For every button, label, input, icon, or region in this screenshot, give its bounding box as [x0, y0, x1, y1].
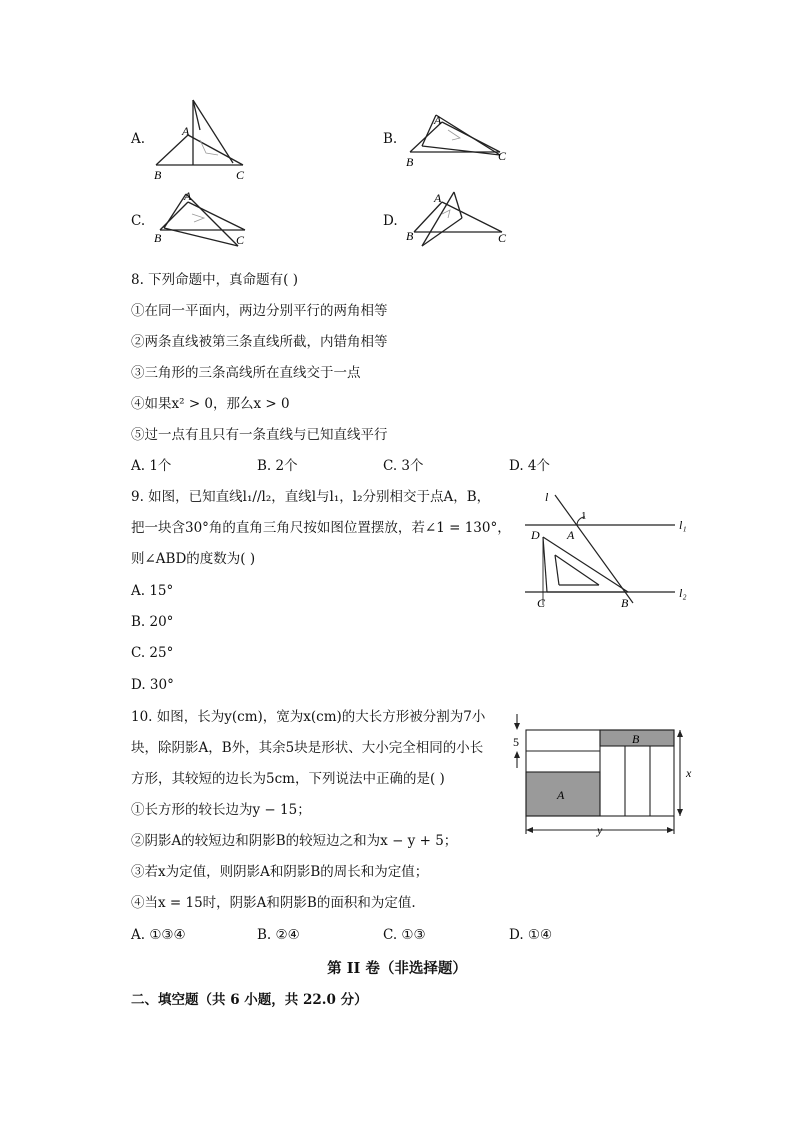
part2-title: 第 II 卷（非选择题）: [327, 960, 467, 977]
q7-option-a-figure: [148, 95, 278, 185]
q9-option-d: D. 30°: [131, 677, 174, 693]
q9-label-l1: l₁: [679, 518, 687, 532]
q10-label-b: B: [632, 732, 640, 746]
q8-statement-1: ①在同一平面内，两边分别平行的两角相等: [131, 303, 388, 319]
q10-statement-1: ①长方形的较长边为y − 15；: [131, 802, 311, 818]
q9-label-d: D: [531, 528, 540, 542]
q8-statement-3: ③三角形的三条高线所在直线交于一点: [131, 365, 361, 381]
q7c-label-b: B: [154, 231, 162, 245]
q7a-label-c: C: [236, 168, 245, 182]
q7c-label-a: A: [184, 189, 192, 203]
q9-label-c: C: [537, 596, 546, 610]
q10-statement-3: ③若x为定值，则阴影A和阴影B的周长和为定值；: [131, 864, 429, 880]
q7d-label-c: C: [498, 231, 507, 245]
q7d-label-b: B: [406, 229, 414, 243]
q7b-label-a: A: [434, 113, 442, 127]
q8-stem: 8. 下列命题中，真命题有( ): [131, 272, 298, 288]
q9-label-l: l: [545, 490, 549, 504]
q7-option-b-figure: [400, 110, 520, 170]
q10-label-5: 5: [513, 735, 519, 749]
q10-figure: [505, 708, 705, 843]
q7-option-d-letter: D.: [383, 213, 398, 229]
q10-option-b: B. ②④: [257, 927, 300, 943]
q10-line-2: 块，除阴影A，B外，其余5块是形状、大小完全相同的小长: [131, 740, 484, 756]
q9-label-a: A: [567, 528, 575, 542]
q8-statement-2: ②两条直线被第三条直线所截，内错角相等: [131, 334, 388, 350]
q7-option-c-letter: C.: [131, 213, 146, 229]
q7b-label-c: C: [498, 149, 507, 163]
q7-option-c-figure: [150, 188, 260, 250]
q9-label-b: B: [621, 596, 629, 610]
q8-option-d: D. 4个: [509, 458, 551, 474]
q10-option-d: D. ①④: [509, 927, 553, 943]
q10-option-c: C. ①③: [383, 927, 426, 943]
q8-option-b: B. 2个: [257, 458, 298, 474]
q8-statement-5: ⑤过一点有且只有一条直线与已知直线平行: [131, 427, 388, 443]
q9-label-l2: l₂: [679, 586, 687, 600]
q7-option-a-letter: A.: [131, 131, 146, 147]
q8-option-c: C. 3个: [383, 458, 424, 474]
q10-option-a: A. ①③④: [131, 927, 186, 943]
q10-label-x: x: [686, 766, 692, 780]
q9-option-c: C. 25°: [131, 645, 174, 661]
q8-statement-4: ④如果x² > 0，那么x > 0: [131, 396, 290, 412]
q9-label-angle-1: 1: [581, 510, 587, 522]
q7b-label-b: B: [406, 155, 414, 169]
q10-statement-2: ②阴影A的较短边和阴影B的较短边之和为x − y + 5；: [131, 833, 458, 849]
q7a-label-b: B: [154, 168, 162, 182]
q9-line-1: 9. 如图，已知直线l₁//l₂，直线l与l₁，l₂分别相交于点A，B，: [131, 489, 491, 505]
q7-option-d-figure: [402, 188, 522, 250]
q9-line-3: 则∠ABD的度数为( ): [131, 551, 256, 567]
section2-heading: 二、填空题（共 6 小题，共 22.0 分）: [131, 992, 368, 1008]
q7a-label-a: A: [182, 124, 190, 138]
q9-option-b: B. 20°: [131, 614, 174, 630]
q10-line-1: 10. 如图，长为y(cm)，宽为x(cm)的大长方形被分割为7小: [131, 709, 486, 725]
q7c-label-c: C: [236, 233, 245, 247]
q8-option-a: A. 1个: [131, 458, 172, 474]
q10-line-3: 方形，其较短的边长为5cm，下列说法中正确的是( ): [131, 771, 445, 787]
q9-option-a: A. 15°: [131, 583, 174, 599]
q10-statement-4: ④当x = 15时，阴影A和阴影B的面积和为定值.: [131, 895, 416, 911]
q7-option-b-letter: B.: [383, 131, 398, 147]
q9-figure: [525, 485, 705, 615]
q10-label-a: A: [557, 788, 565, 802]
q7d-label-a: A: [434, 191, 442, 205]
q9-line-2: 把一块含30°角的直角三角尺按如图位置摆放，若∠1 = 130°，: [131, 520, 511, 536]
q10-label-y: y: [597, 823, 603, 837]
